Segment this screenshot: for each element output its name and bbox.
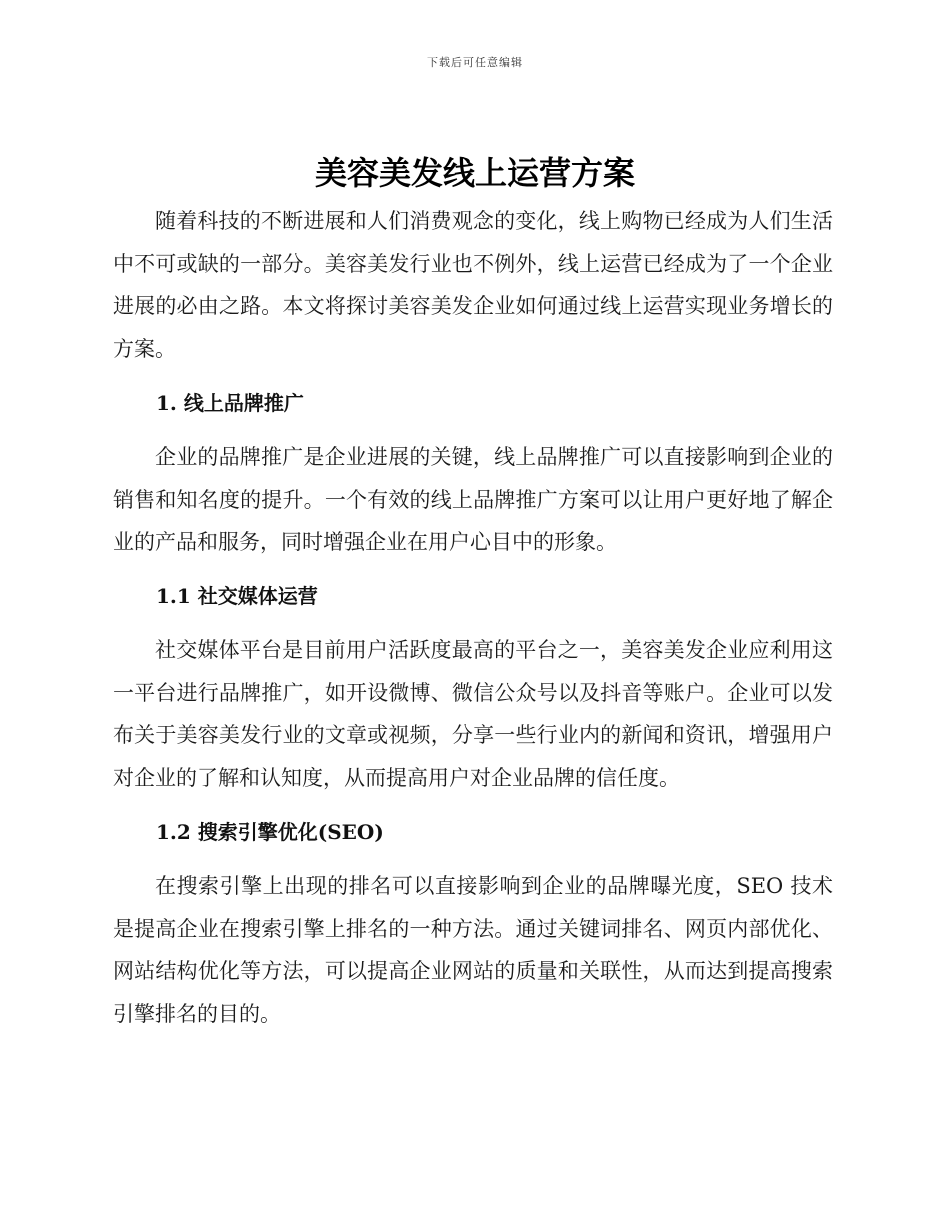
section-paragraph-seo: 在搜索引擎上出现的排名可以直接影响到企业的品牌曝光度，SEO 技术是提高企业在搜索引擎上排名的一种方法。通过关键词排名、网页内部优化、网站结构优化等方法，可以提高企业网站的质量和关联性，从而达到提高搜索引擎排名的目的。 [113,874,833,1026]
intro-paragraph: 随着科技的不断进展和人们消费观念的变化，线上购物已经成为人们生活中不可或缺的一部分。美容美发行业也不例外，线上运营已经成为了一个企业进展的必由之路。本文将探讨美容美发企业如何通过线上运营实现业务增长的方案。 [113,209,833,361]
section-heading-brand-promotion: 1. 线上品牌推广 [156,391,304,415]
section-paragraph-brand-promotion: 企业的品牌推广是企业进展的关键，线上品牌推广可以直接影响到企业的销售和知名度的提升。一个有效的线上品牌推广方案可以让用户更好地了解企业的产品和服务，同时增强企业在用户心目中的形象。 [113,445,833,554]
document-title: 美容美发线上运营方案 [314,154,635,192]
section-heading-social-media: 1.1 社交媒体运营 [156,584,318,608]
section-heading-seo: 1.2 搜索引擎优化(SEO) [156,820,384,844]
section-paragraph-social-media: 社交媒体平台是目前用户活跃度最高的平台之一，美容美发企业应利用这一平台进行品牌推广，如开设微博、微信公众号以及抖音等账户。企业可以发布关于美容美发行业的文章或视频，分享一些行业内的新闻和资讯，增强用户对企业的了解和认知度，从而提高用户对企业品牌的信任度。 [113,638,833,790]
header-note: 下载后可任意编辑 [427,56,523,69]
